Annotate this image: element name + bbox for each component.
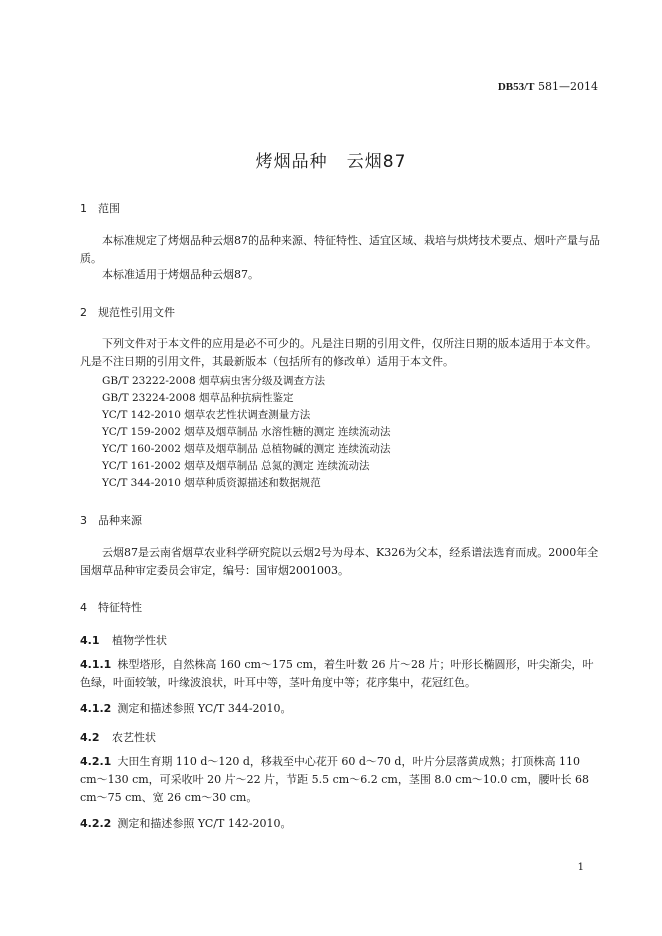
paragraph: 下列文件对于本文件的应用是必不可少的。凡是注日期的引用文件，仅所注日期的版本适用于本文件。凡是不注日期的引用文件，其最新版本（包括所有的修改单）适用于本文件。 bbox=[80, 337, 597, 368]
paragraph: 云烟87是云南省烟草农业科学研究院以云烟2号为母本、K326为父本，经系谱法选育而成。2000年全国烟草品种审定委员会审定，编号：国审烟2001003。 bbox=[80, 546, 599, 577]
clause-4-2-2 bbox=[80, 815, 600, 833]
subsection-number: 4.2 bbox=[80, 731, 100, 744]
subsection-title: 植物学性状 bbox=[112, 634, 167, 647]
section-2-heading bbox=[80, 304, 175, 320]
standard-number: 581—2014 bbox=[534, 80, 598, 93]
section-1-heading bbox=[80, 200, 120, 216]
section-number: 4 bbox=[80, 601, 87, 614]
document-title: 烤烟品种 云烟87 bbox=[255, 152, 407, 172]
clause-text: 测定和描述参照 YC/T 142-2010。 bbox=[117, 817, 292, 830]
clause-4-2-1 bbox=[80, 753, 600, 807]
clause-4-1-1 bbox=[80, 656, 600, 692]
page-number: 1 bbox=[577, 862, 584, 873]
subsection-4-1-heading bbox=[80, 632, 167, 648]
reference-item: YC/T 161-2002 烟草及烟草制品 总氮的测定 连续流动法 bbox=[102, 460, 370, 472]
section-title: 品种来源 bbox=[98, 514, 142, 527]
clause-number: 4.2.1 bbox=[80, 755, 112, 768]
reference-item: GB/T 23222-2008 烟草病虫害分级及调查方法 bbox=[102, 375, 325, 387]
section-title: 规范性引用文件 bbox=[98, 306, 175, 319]
section-title: 特征特性 bbox=[98, 601, 142, 614]
clause-number: 4.1.2 bbox=[80, 702, 112, 715]
clause-text: 大田生育期 110 d～120 d，移栽至中心花开 60 d～70 d，叶片分层落黄成熟；打顶株高 110 cm～130 cm，可采收叶 20 片～22 片，节距 5.5 cm～6.2 cm，茎围 8.0 cm～10.0 cm，腰叶长 68 cm～75 cm、宽 26 cm～30 cm。 bbox=[80, 755, 589, 804]
reference-item: GB/T 23224-2008 烟草品种抗病性鉴定 bbox=[102, 392, 294, 404]
standard-prefix: DB53/T bbox=[497, 81, 535, 93]
section-3-heading bbox=[80, 512, 142, 528]
reference-item: YC/T 160-2002 烟草及烟草制品 总植物碱的测定 连续流动法 bbox=[102, 443, 391, 455]
reference-item: YC/T 344-2010 烟草种质资源描述和数据规范 bbox=[102, 477, 321, 489]
clause-number: 4.1.1 bbox=[80, 658, 112, 671]
standard-code bbox=[498, 80, 598, 93]
section-4-heading bbox=[80, 599, 142, 615]
clause-text: 测定和描述参照 YC/T 344-2010。 bbox=[117, 702, 292, 715]
reference-item: YC/T 142-2010 烟草农艺性状调查测量方法 bbox=[102, 409, 311, 421]
clause-4-1-2 bbox=[80, 700, 600, 718]
paragraph: 本标准规定了烤烟品种云烟87的品种来源、特征特性、适宜区域、栽培与烘烤技术要点、烟叶产量与品质。 bbox=[80, 234, 600, 265]
subsection-4-2-heading bbox=[80, 729, 156, 745]
clause-number: 4.2.2 bbox=[80, 817, 112, 830]
section-number: 1 bbox=[80, 202, 87, 215]
clause-text: 株型塔形，自然株高 160 cm～175 cm，着生叶数 26 片～28 片；叶形长椭圆形，叶尖渐尖，叶色绿，叶面较皱，叶缘波浪状，叶耳中等，茎叶角度中等；花序集中，花冠红色。 bbox=[80, 658, 594, 689]
section-title: 范围 bbox=[98, 202, 120, 215]
reference-item: YC/T 159-2002 烟草及烟草制品 水溶性糖的测定 连续流动法 bbox=[102, 426, 391, 438]
subsection-title: 农艺性状 bbox=[112, 731, 156, 744]
paragraph: 本标准适用于烤烟品种云烟87。 bbox=[102, 268, 259, 281]
section-number: 2 bbox=[80, 306, 87, 319]
section-number: 3 bbox=[80, 514, 87, 527]
subsection-number: 4.1 bbox=[80, 634, 100, 647]
